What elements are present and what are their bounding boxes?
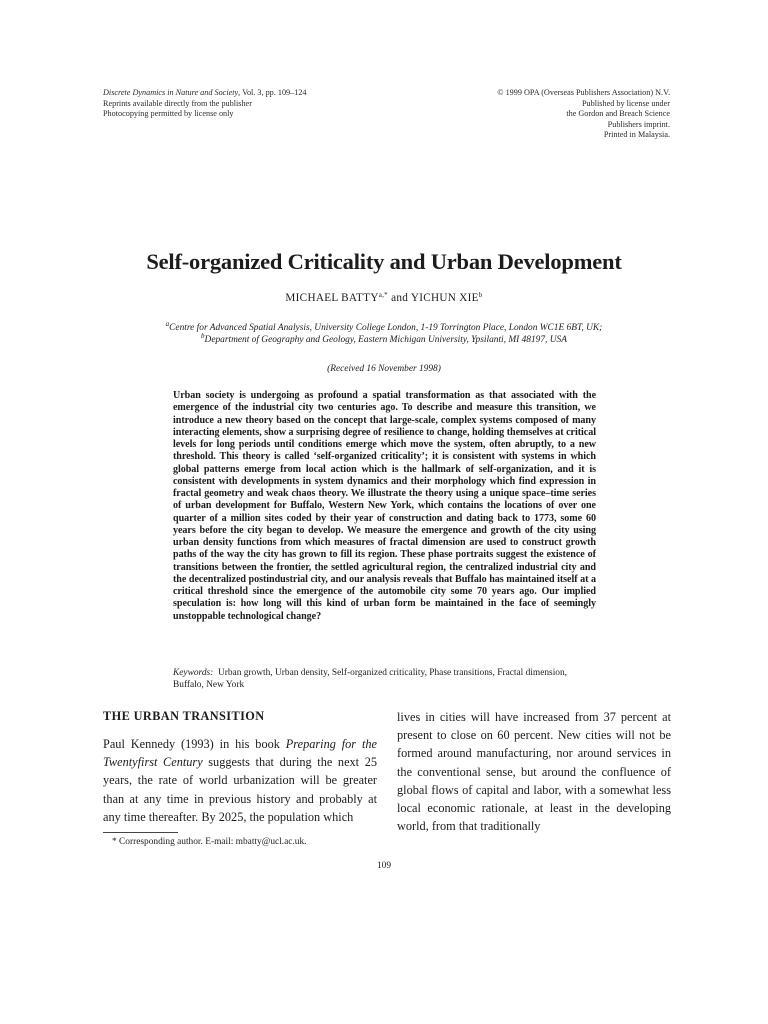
copyright-line: © 1999 OPA (Overseas Publishers Association) N.V. (497, 88, 670, 97)
author-list (0, 292, 768, 304)
footnote-text: Corresponding author. E-mail: mbatty@ucl.ac.uk. (119, 837, 307, 847)
photocopy-note: Photocopying permitted by license only (103, 109, 234, 119)
journal-volume: , Vol. 3, pp. 109–124 (238, 88, 307, 97)
journal-header-right (410, 88, 670, 141)
printed-line: Printed in Malaysia. (603, 130, 670, 140)
author-batty: MICHAEL BATTY (285, 292, 379, 304)
page-number: 109 (376, 861, 392, 871)
body-column-left: Paul Kennedy (1993) in his book Preparing for the Twentyfirst Century suggests that during the next 25 years, the rate of world urbanization will be greater than at any time in previous history and probably at any time thereafter. By 2025, the population which (103, 737, 377, 824)
body-column-right: lives in cities will have increased from 37 percent at present to close on 60 percent. New cities will not be formed around manufacturing, nor around services in the conventional sense, but around the confluence of global flows of capital and labor, with a somewhat less local economic rationale, at least in the developing world, from that traditionally (397, 710, 671, 834)
publisher-line: the Gordon and Breach Science (566, 109, 670, 119)
reprints-note: Reprints available directly from the publisher (103, 98, 252, 108)
author-xie-affil: b (478, 291, 483, 299)
received-date: (Received 16 November 1998) (327, 364, 441, 374)
keywords-text: Urban growth, Urban density, Self-organized criticality, Phase transitions, Fractal dimension, Buffalo, New York (173, 668, 568, 690)
affiliation-b-mark: b (201, 332, 205, 340)
journal-header-left (103, 88, 403, 120)
imprint-line: Publishers imprint. (607, 119, 670, 129)
author-batty-affil: a,* (378, 291, 388, 299)
paper-title: Self-organized Criticality and Urban Development (146, 249, 622, 274)
affiliations (90, 322, 678, 346)
affiliation-a-mark: a (165, 320, 170, 328)
author-xie: YICHUN XIE (410, 292, 479, 304)
keywords (173, 667, 596, 691)
abstract: Urban society is undergoing as profound a spatial transformation as that associated with the emergence of the industrial city two centuries ago. To describe and measure this transition, we introduce a new theory based on the concept that large-scale, complex systems composed of many interacting elements, show a surprising degree of resilience to change, holding themselves at critical levels for long periods until conditions emerge which move the system, often abruptly, to a new threshold. This theory is called ‘self-organized criticality’; it is consistent with systems in which global patterns emerge from local action which is the hallmark of self-organization, and it is consistent with developments in system dynamics and their morphology which find expression in fractal geometry and weak chaos theory. We illustrate the theory using a unique space–time series of urban development for Buffalo, Western New York, which contains the locations of over one quarter of a million sites coded by their year of construction and dating back to 1773, some 60 years before the city began to develop. We measure the emergence and growth of the city using urban density functions from which measures of fractal dimension are used to construct growth paths of the way the city has grown to fill its region. These phase portraits suggest the existence of transitions between the frontier, the settled agricultural region, the centralized industrial city and the decentralized postindustrial city, and our analysis reveals that Buffalo has maintained itself at a critical threshold since the emergence of the automobile city some 70 years ago. Our implied speculation is: how long will this kind of urban form be maintained in the face of seemingly unstoppable technological change? (173, 390, 596, 622)
affiliation-b: $^b$Department of Geography and Geology, Eastern Michigan University, Ypsilanti, MI 48197, USA (201, 332, 567, 345)
keywords-label: Keywords: (173, 668, 214, 678)
journal-name: Discrete Dynamics in Nature and Society (103, 88, 239, 97)
book-title: Preparing for the Twentyfirst Century (103, 737, 377, 770)
affiliation-a: $^a$Centre for Advanced Spatial Analysis, University College London, 1-19 Torrington Place, London WC1E 6BT, UK; (165, 320, 603, 333)
section-heading: THE URBAN TRANSITION (103, 709, 265, 723)
author-conjunction: and (391, 292, 409, 304)
footnote-rule (103, 832, 178, 833)
license-line: Published by license under (582, 98, 670, 108)
footnote-mark: * (112, 837, 117, 847)
footnote (112, 837, 307, 847)
